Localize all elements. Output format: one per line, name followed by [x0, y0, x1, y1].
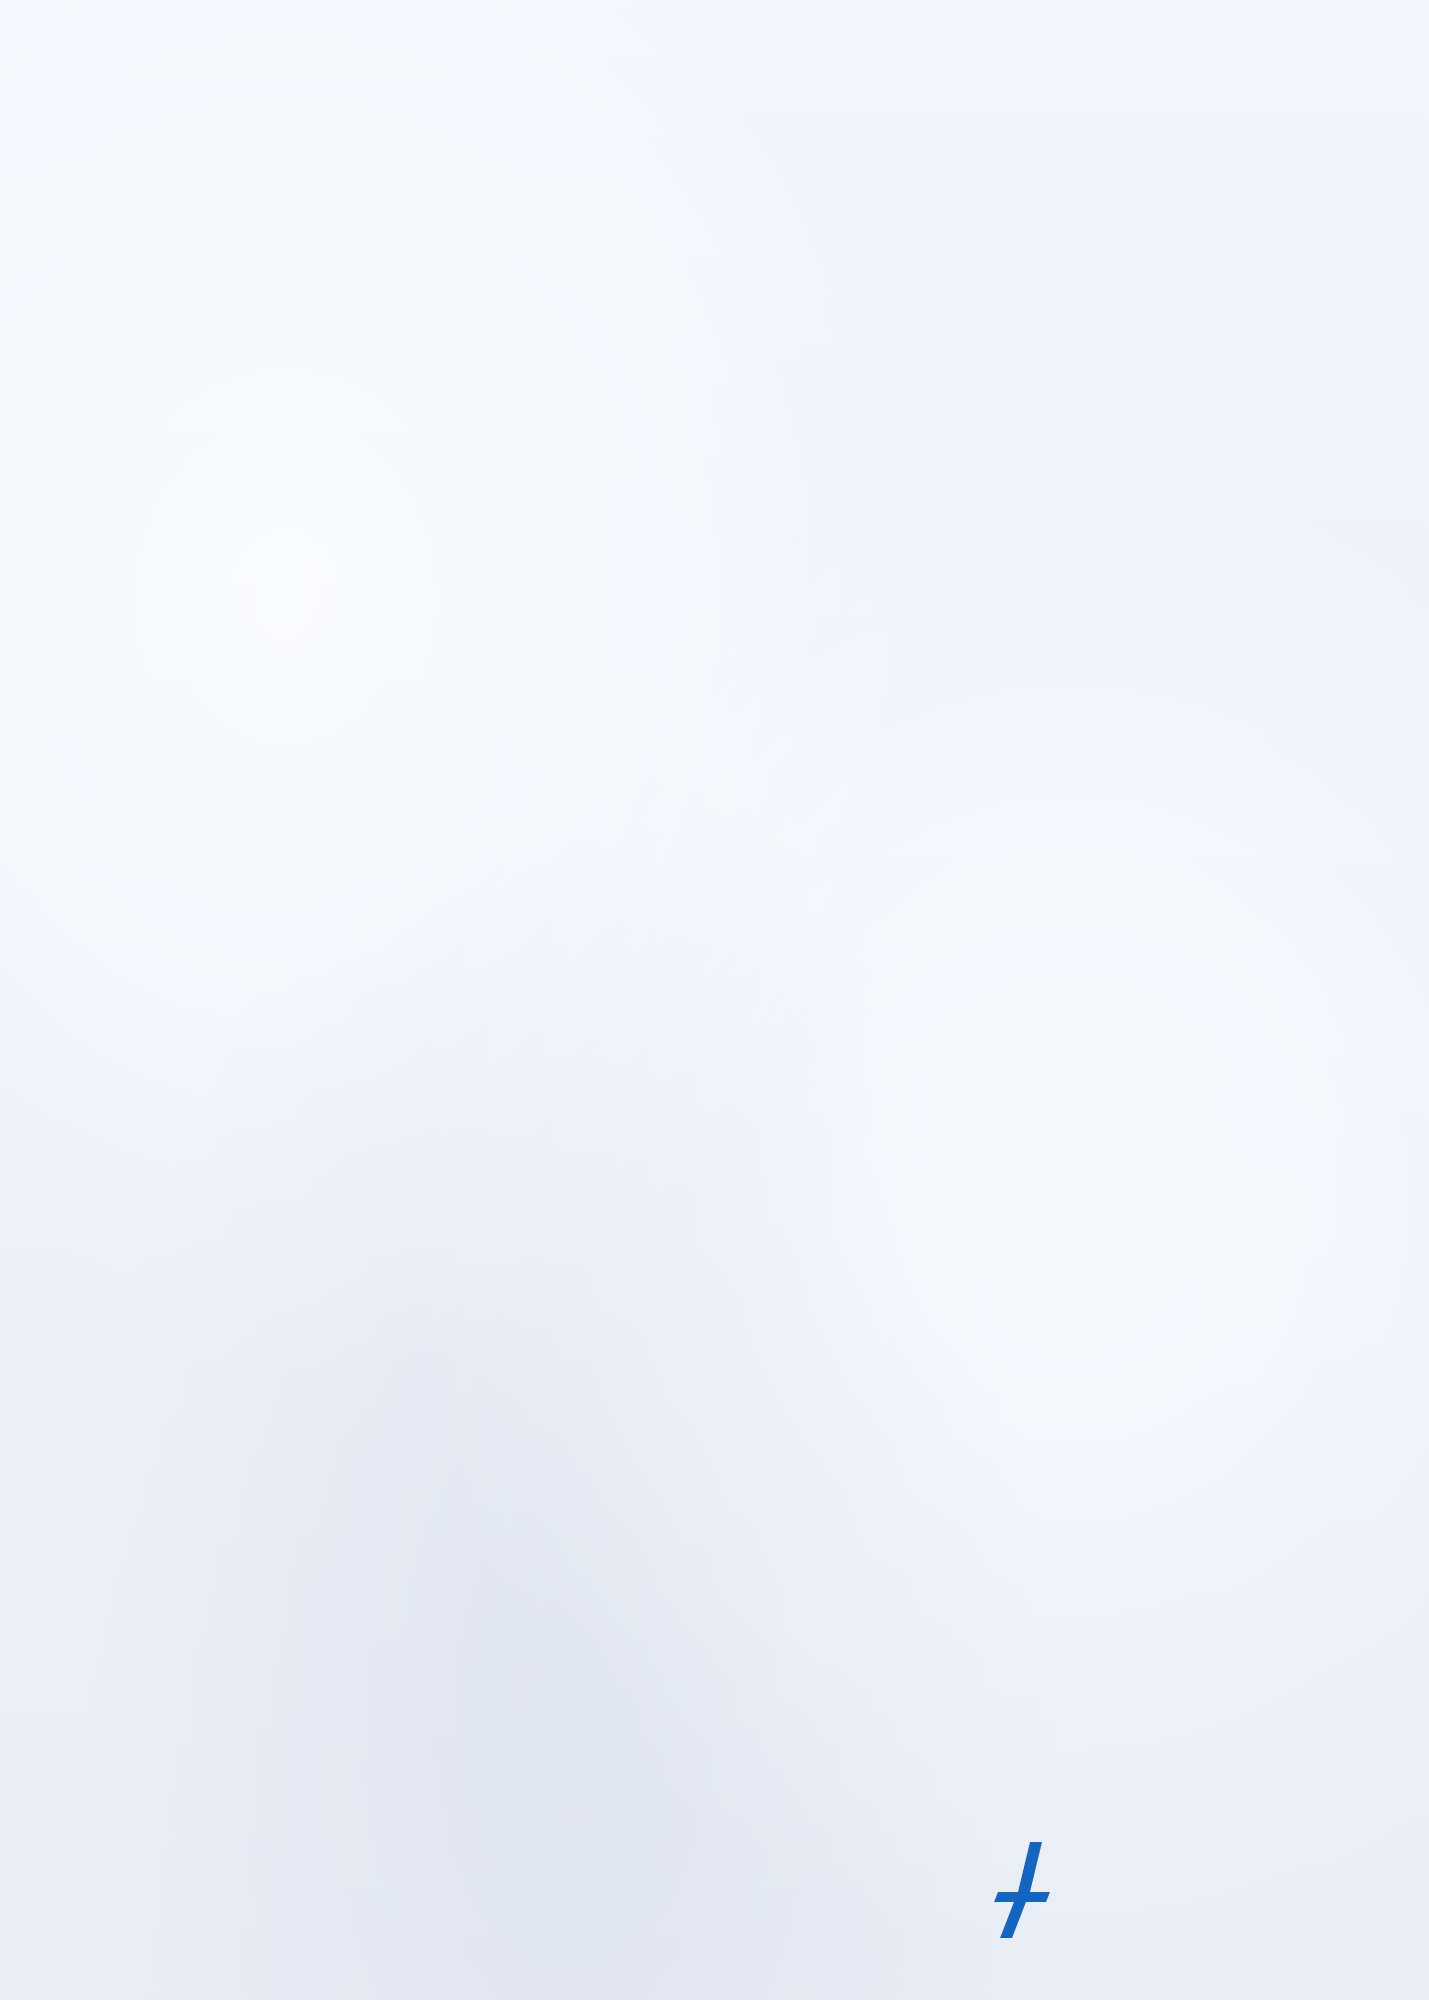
star-mark-icon	[994, 1842, 1050, 1938]
forget-me-not-flowers-top-right	[1210, 0, 1429, 560]
forget-me-not-flowers-bottom-left	[0, 1460, 230, 2000]
star-one-logo	[990, 1840, 1370, 1940]
